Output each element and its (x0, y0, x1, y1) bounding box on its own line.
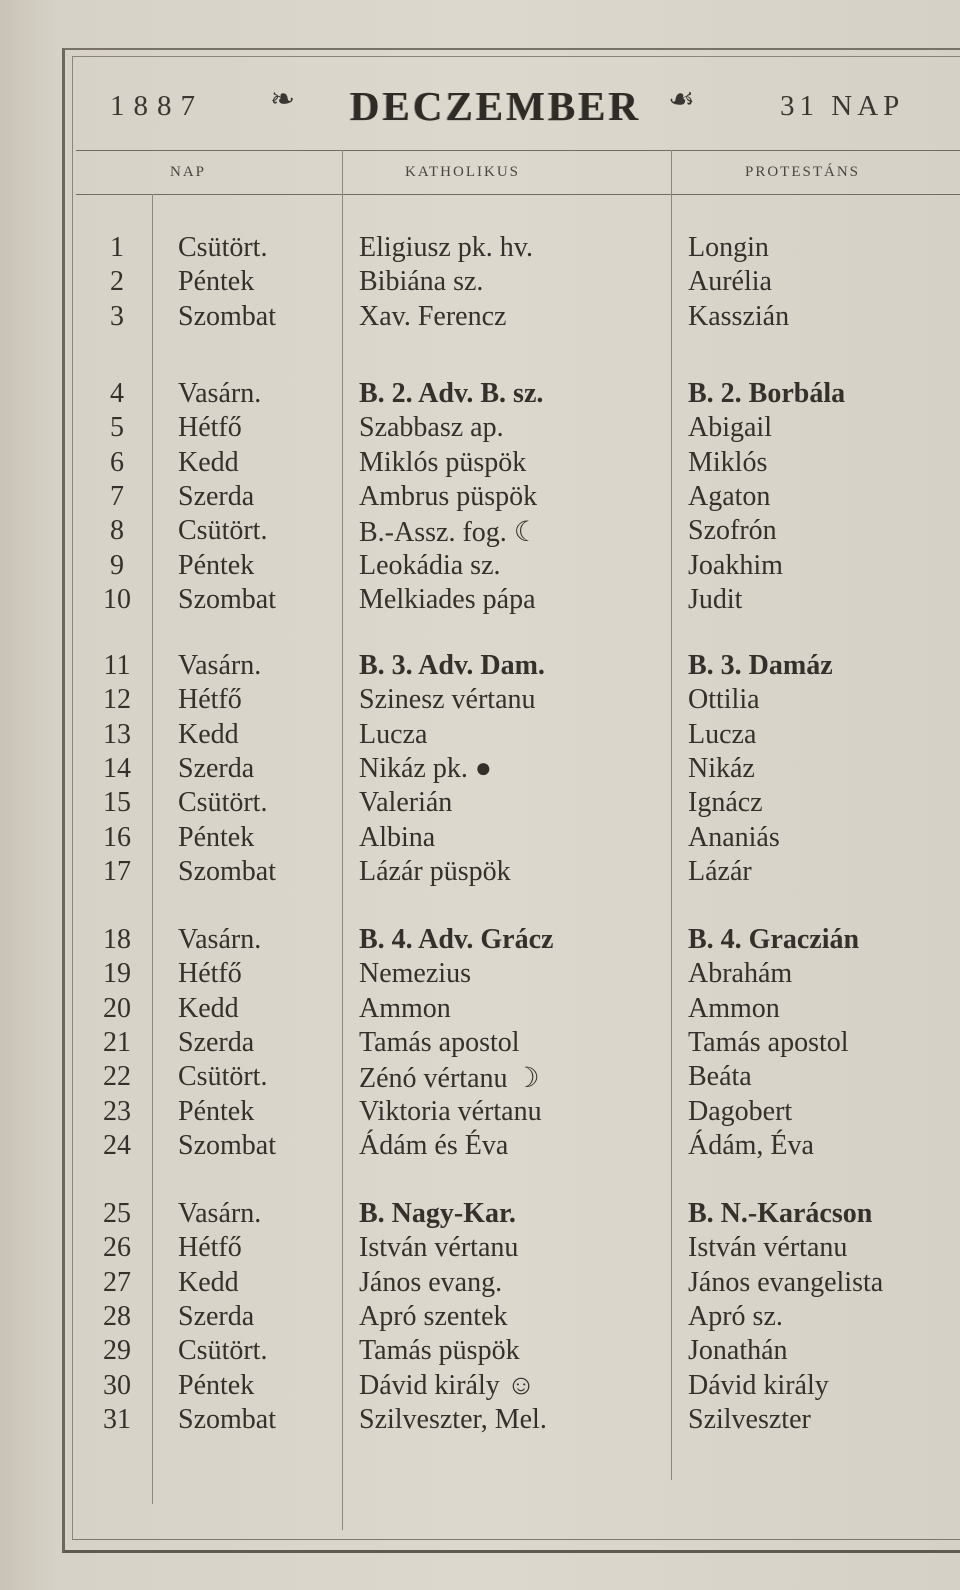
protestans-entry: Jonathán (688, 1335, 788, 1366)
day-number: 7 (110, 481, 124, 512)
day-number: 9 (110, 550, 124, 581)
table-row (0, 822, 960, 856)
katholikus-entry: B. Nagy-Kar. (359, 1198, 516, 1229)
day-number: 10 (103, 584, 131, 615)
protestans-entry: Agaton (688, 481, 771, 512)
protestans-entry: Abigail (688, 412, 772, 443)
katholikus-entry: Tamás püspök (359, 1335, 520, 1366)
column-header-nap: NAP (170, 164, 207, 180)
year-label: 1887 (110, 90, 204, 122)
day-number: 3 (110, 301, 124, 332)
katholikus-entry: Melkiades pápa (359, 584, 536, 615)
katholikus-entry: János evang. (359, 1267, 503, 1298)
katholikus-entry: Ammon (359, 993, 451, 1024)
protestans-entry: Judit (688, 584, 743, 615)
protestans-entry: B. N.-Karácson (688, 1198, 873, 1229)
day-number: 13 (103, 719, 131, 750)
day-number: 25 (103, 1198, 131, 1229)
day-number: 29 (103, 1335, 131, 1366)
protestans-entry: B. 4. Graczián (688, 924, 860, 955)
right-flourish-icon: ☙ (668, 83, 695, 116)
weekday: Hétfő (178, 412, 242, 443)
weekday: Péntek (178, 550, 255, 581)
day-number: 26 (103, 1232, 131, 1263)
day-number: 11 (103, 650, 131, 681)
weekday: Hétfő (178, 684, 242, 715)
table-row (0, 301, 960, 335)
protestans-entry: Szilveszter (688, 1404, 811, 1435)
katholikus-entry: Zénó vértanu ☽ (359, 1063, 540, 1094)
weekday: Kedd (178, 993, 239, 1024)
katholikus-entry: Lázár püspök (359, 856, 511, 887)
table-row (0, 1096, 960, 1130)
weekday: Kedd (178, 719, 239, 750)
protestans-entry: Nikáz (688, 753, 755, 784)
protestans-entry: János evangelista (688, 1267, 884, 1298)
table-row (0, 584, 960, 618)
katholikus-entry: Eligiusz pk. hv. (359, 232, 533, 263)
weekday: Csütört. (178, 232, 268, 263)
day-number: 6 (110, 447, 124, 478)
protestans-entry: Ammon (688, 993, 780, 1024)
weekday: Szombat (178, 301, 276, 332)
table-row (0, 232, 960, 266)
table-row (0, 515, 960, 549)
header-rule-bottom (76, 194, 960, 195)
table-row (0, 650, 960, 684)
katholikus-entry: Ambrus püspök (359, 481, 538, 512)
table-row (0, 958, 960, 992)
day-number: 12 (103, 684, 131, 715)
table-row (0, 1370, 960, 1404)
table-row (0, 378, 960, 412)
katholikus-entry: Viktoria vértanu (359, 1096, 542, 1127)
table-row (0, 266, 960, 300)
day-number: 27 (103, 1267, 131, 1298)
weekday: Kedd (178, 1267, 239, 1298)
weekday: Hétfő (178, 958, 242, 989)
protestans-entry: Szofrón (688, 515, 777, 546)
weekday: Szerda (178, 753, 255, 784)
weekday: Vasárn. (178, 378, 262, 409)
day-number: 19 (103, 958, 131, 989)
protestans-entry: Apró sz. (688, 1301, 783, 1332)
protestans-entry: István vértanu (688, 1232, 848, 1263)
weekday: Péntek (178, 1370, 255, 1401)
table-row (0, 1232, 960, 1266)
weekday: Vasárn. (178, 1198, 262, 1229)
katholikus-entry: Lucza (359, 719, 428, 750)
weekday: Szerda (178, 1301, 255, 1332)
day-number: 30 (103, 1370, 131, 1401)
weekday: Vasárn. (178, 924, 262, 955)
protestans-entry: Ádám, Éva (688, 1130, 814, 1161)
weekday: Kedd (178, 447, 239, 478)
protestans-entry: Joakhim (688, 550, 783, 581)
table-row (0, 1061, 960, 1095)
month-title: DECZEMBER (350, 83, 642, 129)
header-rule-top (76, 150, 960, 151)
day-number: 22 (103, 1061, 131, 1092)
day-number: 31 (103, 1404, 131, 1435)
table-row (0, 550, 960, 584)
katholikus-entry: Leokádia sz. (359, 550, 501, 581)
column-header-protestans: PROTESTÁNS (745, 164, 861, 180)
weekday: Szombat (178, 856, 276, 887)
table-row (0, 787, 960, 821)
day-number: 5 (110, 412, 124, 443)
weekday: Szerda (178, 481, 255, 512)
day-number: 1 (110, 232, 124, 263)
table-row (0, 1027, 960, 1061)
protestans-entry: Lucza (688, 719, 757, 750)
katholikus-entry: Szinesz vértanu (359, 684, 536, 715)
protestans-entry: B. 3. Damáz (688, 650, 833, 681)
protestans-entry: Ottilia (688, 684, 760, 715)
day-number: 17 (103, 856, 131, 887)
protestans-entry: Longin (688, 232, 769, 263)
page-header (100, 80, 960, 140)
weekday: Csütört. (178, 515, 268, 546)
katholikus-entry: Valerián (359, 787, 453, 818)
protestans-entry: Aurélia (688, 266, 772, 297)
column-header-katholikus: KATHOLIKUS (405, 164, 520, 180)
protestans-entry: Dávid király (688, 1370, 829, 1401)
table-row (0, 719, 960, 753)
weekday: Vasárn. (178, 650, 262, 681)
day-number: 28 (103, 1301, 131, 1332)
table-row (0, 684, 960, 718)
day-number: 18 (103, 924, 131, 955)
day-number: 21 (103, 1027, 131, 1058)
weekday: Csütört. (178, 787, 268, 818)
table-row (0, 1301, 960, 1335)
katholikus-entry: Tamás apostol (359, 1027, 520, 1058)
protestans-entry: Ananiás (688, 822, 780, 853)
table-row (0, 1404, 960, 1438)
weekday: Szerda (178, 1027, 255, 1058)
katholikus-entry: Miklós püspök (359, 447, 527, 478)
weekday: Szombat (178, 1130, 276, 1161)
day-number: 16 (103, 822, 131, 853)
protestans-entry: B. 2. Borbála (688, 378, 846, 409)
katholikus-entry: István vértanu (359, 1232, 519, 1263)
table-row (0, 1267, 960, 1301)
day-number: 4 (110, 378, 124, 409)
weekday: Hétfő (178, 1232, 242, 1263)
table-row (0, 753, 960, 787)
table-row (0, 447, 960, 481)
weekday: Csütört. (178, 1335, 268, 1366)
left-flourish-icon: ❧ (270, 83, 296, 116)
weekday: Szombat (178, 1404, 276, 1435)
day-count: 31 NAP (780, 90, 905, 122)
katholikus-entry: Ádám és Éva (359, 1130, 509, 1161)
table-row (0, 481, 960, 515)
katholikus-entry: Albina (359, 822, 436, 853)
day-number: 8 (110, 515, 124, 546)
katholikus-entry: Szilveszter, Mel. (359, 1404, 547, 1435)
weekday: Szombat (178, 584, 276, 615)
protestans-entry: Abrahám (688, 958, 793, 989)
table-row (0, 1130, 960, 1164)
katholikus-entry: Nemezius (359, 958, 471, 989)
katholikus-entry: Xav. Ferencz (359, 301, 507, 332)
protestans-entry: Dagobert (688, 1096, 793, 1127)
weekday: Péntek (178, 266, 255, 297)
protestans-entry: Miklós (688, 447, 768, 478)
katholikus-entry: Nikáz pk. ● (359, 753, 492, 784)
katholikus-entry: Apró szentek (359, 1301, 508, 1332)
day-number: 24 (103, 1130, 131, 1161)
protestans-entry: Beáta (688, 1061, 752, 1092)
day-number: 14 (103, 753, 131, 784)
table-row (0, 856, 960, 890)
day-number: 2 (110, 266, 124, 297)
table-row (0, 924, 960, 958)
table-row (0, 993, 960, 1027)
day-number: 15 (103, 787, 131, 818)
table-row (0, 1198, 960, 1232)
katholikus-entry: B.-Assz. fog. ☾ (359, 517, 539, 548)
protestans-entry: Lázár (688, 856, 752, 887)
weekday: Péntek (178, 1096, 255, 1127)
protestans-entry: Ignácz (688, 787, 763, 818)
katholikus-entry: B. 4. Adv. Grácz (359, 924, 554, 955)
table-row (0, 412, 960, 446)
katholikus-entry: B. 2. Adv. B. sz. (359, 378, 544, 409)
katholikus-entry: Szabbasz ap. (359, 412, 504, 443)
weekday: Péntek (178, 822, 255, 853)
katholikus-entry: Bibiána sz. (359, 266, 484, 297)
katholikus-entry: B. 3. Adv. Dam. (359, 650, 545, 681)
table-row (0, 1335, 960, 1369)
katholikus-entry: Dávid király ☺ (359, 1370, 536, 1401)
day-number: 20 (103, 993, 131, 1024)
day-number: 23 (103, 1096, 131, 1127)
weekday: Csütört. (178, 1061, 268, 1092)
protestans-entry: Kasszián (688, 301, 790, 332)
protestans-entry: Tamás apostol (688, 1027, 849, 1058)
